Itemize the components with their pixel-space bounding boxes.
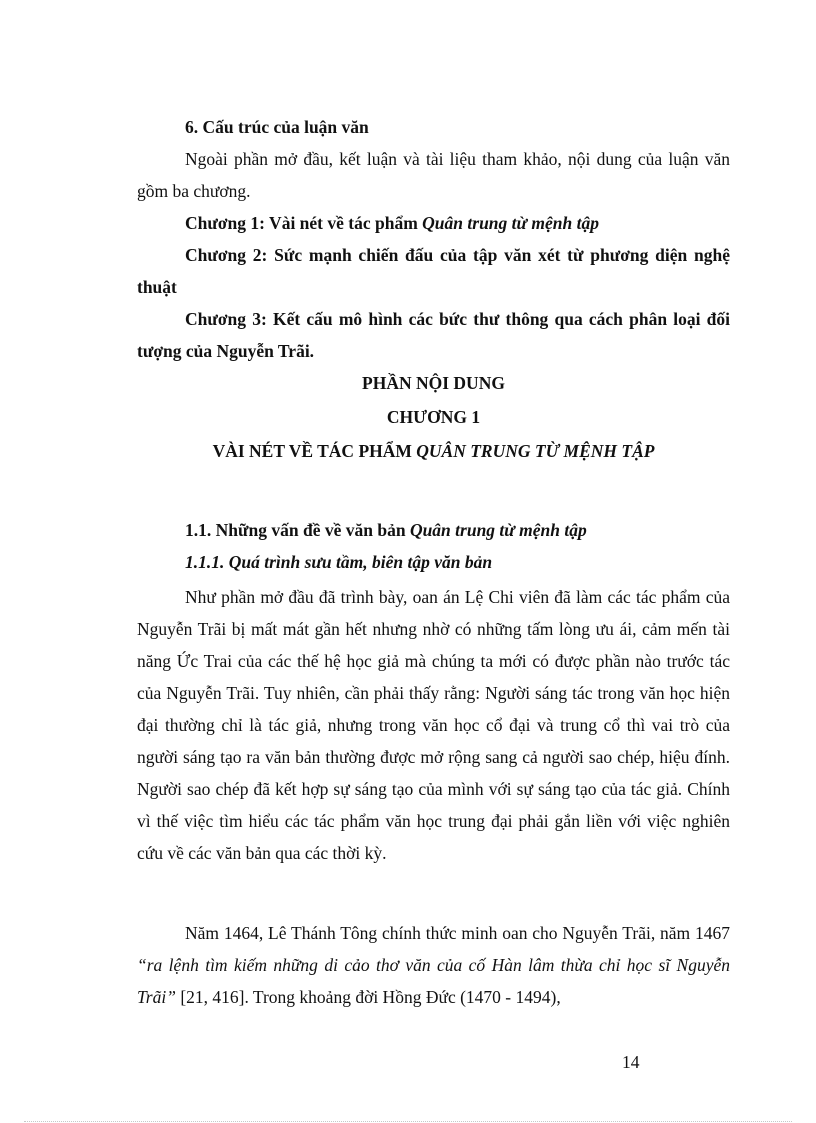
subsection-1-1 (137, 514, 730, 546)
body-paragraph-1: Như phần mở đầu đã trình bày, oan án Lệ Chi viên đã làm các tác phẩm của Nguyễn Trãi bị mất mát gần hết nhưng nhờ có những tấm lòng ưu ái, cảm mến tài năng Ức Trai của các thế hệ học giả mà chúng ta mới có được phần nào trước tác của Nguyễn Trãi. Tuy nhiên, cần phải thấy rằng: Người sáng tác trong văn học hiện đại thường chỉ là tác giả, nhưng trong văn học cổ đại và trung cổ thì vai trò của người sáng tạo ra văn bản thường được mở rộng sang cả người sao chép, hiệu đính. Người sao chép đã kết hợp sự sáng tạo của mình với sự sáng tạo của tác giả. Chính vì thế việc tìm hiểu các tác phẩm văn học trung đại phải gắn liền với việc nghiên cứu về các văn bản qua các thời kỳ. (137, 587, 730, 863)
chapter-3-line: Chương 3: Kết cấu mô hình các bức thư thông qua cách phân loại đối tượng của Nguyễn Trãi. (137, 309, 730, 361)
chapter-heading: CHƯƠNG 1 (386, 407, 481, 427)
chapter-1-label: Chương 1: Vài nét về tác phẩm (185, 213, 423, 233)
subsection-1-1-label: 1.1. Những vấn đề về văn bản (185, 520, 410, 540)
paragraph-2-end: [21, 416]. Trong khoảng đời Hồng Đức (1470 - 1494), (175, 987, 561, 1007)
part-title-text: PHẦN NỘI DUNG (362, 373, 505, 393)
chapter-1-line (137, 207, 730, 239)
part-title (137, 367, 730, 399)
chapter-1-title: Quân trung từ mệnh tập (422, 213, 599, 233)
paragraph-2-quote: “ra lệnh tìm kiếm những di cảo thơ văn của cố Hàn lâm thừa chỉ học sĩ Nguyễn Trãi” (137, 955, 730, 1007)
chapter-2-line: Chương 2: Sức mạnh chiến đấu của tập văn xét từ phương diện nghệ thuật (137, 245, 730, 297)
section-intro-paragraph: Ngoài phần mở đầu, kết luận và tài liệu tham khảo, nội dung của luận văn gồm ba chương. (137, 149, 730, 201)
page-number: 14 (622, 1052, 640, 1072)
section-heading (137, 111, 730, 143)
section-heading-text: 6. Cấu trúc của luận văn (185, 117, 369, 137)
body-paragraph-2 (137, 917, 730, 1013)
paragraph-2-start: Năm 1464, Lê Thánh Tông chính thức minh oan cho Nguyễn Trãi, năm 1467 (185, 923, 730, 943)
subsection-1-1-1: 1.1.1. Quá trình sưu tầm, biên tập văn bản (185, 552, 493, 572)
page-bottom-divider (24, 1121, 792, 1122)
chapter-title-heading (137, 435, 730, 467)
chapter-title-prefix: VÀI NÉT VỀ TÁC PHẨM (212, 441, 417, 461)
chapter-title-italic: QUÂN TRUNG TỪ MỆNH TẬP (416, 441, 655, 461)
subsection-1-1-italic: Quân trung từ mệnh tập (409, 520, 587, 540)
